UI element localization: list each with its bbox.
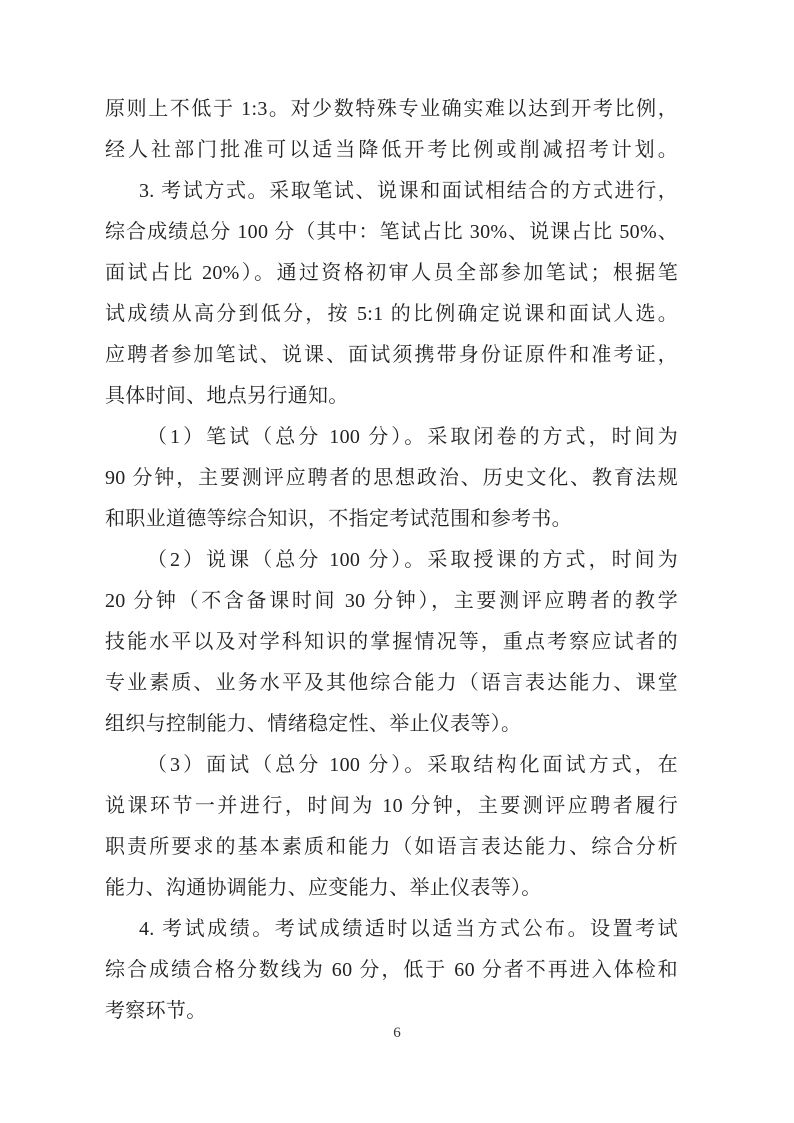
text-line: 具体时间、地点另行通知。: [105, 385, 349, 407]
text-line: 综合成绩合格分数线为 60 分，低于 60 分者不再进入体检和: [105, 959, 678, 981]
text-line: （2）说课（总分 100 分）。采取授课的方式，时间为: [147, 549, 678, 571]
text-line: 面试占比 20%）。通过资格初审人员全部参加笔试；根据笔: [105, 262, 678, 284]
text-line: 90 分钟，主要测评应聘者的思想政治、历史文化、教育法规: [105, 467, 678, 489]
text-line: 试成绩从高分到低分，按 5:1 的比例确定说课和面试人选。: [105, 303, 678, 325]
document-body: [105, 89, 678, 1032]
text-line: （1）笔试（总分 100 分）。采取闭卷的方式，时间为: [147, 426, 678, 448]
text-line: 经人社部门批准可以适当降低开考比例或削减招考计划。: [105, 139, 678, 161]
text-line: 说课环节一并进行，时间为 10 分钟，主要测评应聘者履行: [105, 795, 678, 817]
text-line: 能力、沟通协调能力、应变能力、举止仪表等）。: [105, 877, 542, 899]
text-line: 技能水平以及对学科知识的掌握情况等，重点考察应试者的: [105, 631, 678, 653]
text-line: 原则上不低于 1:3。对少数特殊专业确实难以达到开考比例，: [105, 98, 678, 120]
paragraph-p3-written-test: [105, 417, 678, 540]
text-line: 3. 考试方式。采取笔试、说课和面试相结合的方式进行，: [139, 180, 678, 202]
text-line: 和职业道德等综合知识，不指定考试范围和参考书。: [105, 508, 572, 530]
text-line: 综合成绩总分 100 分（其中：笔试占比 30%、说课占比 50%、: [105, 221, 678, 243]
text-line: 应聘者参加笔试、说课、面试须携带身份证原件和准考证，: [105, 344, 678, 366]
text-line: 4. 考试成绩。考试成绩适时以适当方式公布。设置考试: [139, 918, 678, 940]
text-line: 考察环节。: [105, 1000, 207, 1022]
text-line: 专业素质、业务水平及其他综合能力（语言表达能力、课堂: [105, 672, 678, 694]
paragraph-p5-interview: [105, 745, 678, 909]
text-line: 职责所要求的基本素质和能力（如语言表达能力、综合分析: [105, 836, 678, 858]
paragraph-p2-exam-method: [105, 171, 678, 417]
paragraph-p6-exam-score: [105, 909, 678, 1032]
paragraph-p1-continuation: [105, 89, 678, 171]
paragraph-p4-lecture-test: [105, 540, 678, 745]
page-footer: [0, 1023, 794, 1043]
page-number: 6: [393, 1025, 401, 1041]
text-line: 组织与控制能力、情绪稳定性、举止仪表等）。: [105, 713, 522, 735]
text-line: 20 分钟（不含备课时间 30 分钟），主要测评应聘者的教学: [105, 590, 678, 612]
text-line: （3）面试（总分 100 分）。采取结构化面试方式，在: [147, 754, 678, 776]
